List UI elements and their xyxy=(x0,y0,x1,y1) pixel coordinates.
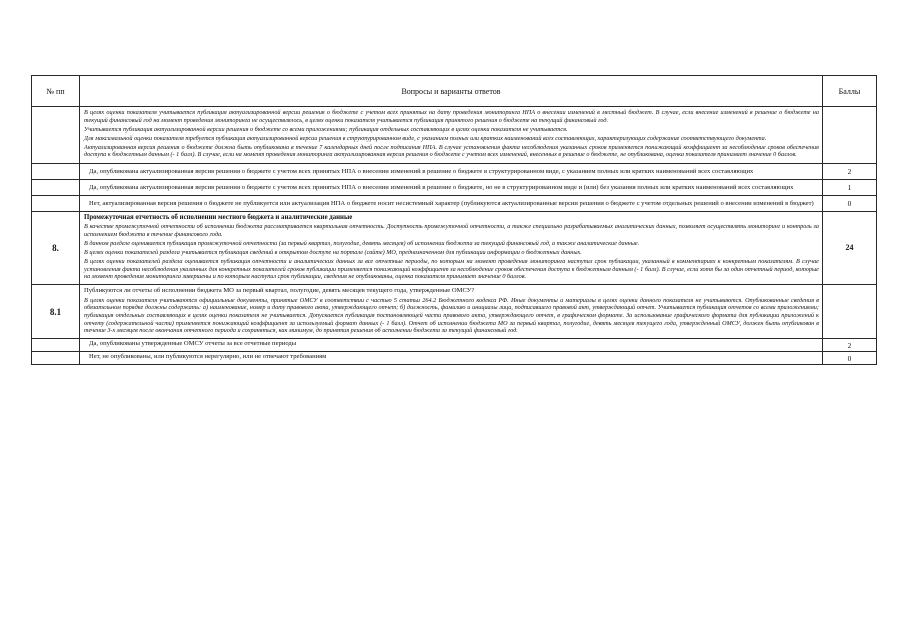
answer-text: Да, опубликованы утвержденные ОМСУ отчеты за все отчетные периоды xyxy=(80,339,823,352)
question-header: Вопросы и варианты ответов xyxy=(80,76,823,107)
answer-row xyxy=(32,179,877,195)
answer-text: Нет, актуализированная версия решения о бюджете не публикуется или актуализация НПА о бюджете носит несистемный характер (публикуются актуализированные версии решения о бюджете с учетом отдельных решений о внесении изменений в бюджет) xyxy=(80,195,823,211)
intro-paragraph: Для максимальной оценки показателя требуется публикация актуализированной версии решения в структурированном виде, с указанием полных или кратких наименований всех составляющих, характеризующих содержание соответствующего документа. xyxy=(84,134,767,142)
num-header: № пп xyxy=(32,76,80,107)
subsection-score-cell xyxy=(822,285,876,339)
section-8-1-row xyxy=(32,285,877,339)
answer-row xyxy=(32,195,877,211)
answer-row xyxy=(32,163,877,179)
intro-paragraph: Актуализированная версия решения о бюджете должна быть опубликована в течение 7 календарных дней после подписания НПА. В случае установления факта несоблюдения указанных сроков применяется понижающий коэффициент за несоблюдение сроков обеспечения доступа к бюджетным данным (- 1 балл). В случае, если на момент проведения мониторинга актуализированная версия решения о бюджете с учетом всех изменений, внесенных в решение о бюджете, не опубликована, оценка показателя принимает значение 0 баллов. xyxy=(84,143,819,159)
section-paragraph: В целях оценки показателей раздела оценивается публикация отчетности и аналитических данных за все отчетные периоды, по которым на момент проведения мониторинга наступил срок публикации, указанный в комментариях к конкретным показателям. В случае установления факта несоблюдения указанных для конкретных показателей сроков публикации применяется понижающий коэффициент за несоблюдение сроков обеспечения доступа к бюджетным данным (- 1 балл). В случае, если хотя бы за один отчетный период, которые на момент проведения мониторинга завершены и по которым наступил срок публикации, сведения не опубликованы, оценка показателя принимает значение 0 баллов. xyxy=(84,257,819,281)
intro-paragraph: В целях оценки показателя учитывается публикация актуализированной версии решения о бюджете с учетом всех принятых на дату проведения мониторинга НПА о внесении изменений в местный бюджет. В случае, если внесение изменений в решение о бюджете на текущий финансовый год на момент проведения мониторинга не осуществлялось, в целях оценки показателя учитывается публикация принятого решения о бюджете на текущий финансовый год. xyxy=(84,109,819,124)
answer-text: Нет, не опубликованы, или публикуются нерегулярно, или не отвечают требованиям xyxy=(80,352,823,365)
section-title: Промежуточная отчетность об исполнении местного бюджета и аналитические данные xyxy=(84,213,353,221)
intro-paragraph: Учитывается публикация актуализированной версии решения о бюджете со всеми приложениями; публикация отдельных составляющих в целях оценки показателя не учитывается. xyxy=(84,125,568,133)
intro-num-cell xyxy=(32,107,80,164)
answer-score: 0 xyxy=(822,195,876,211)
subsection-paragraph: В целях оценки показателя учитываются официальные документы, принятые ОМСУ в соответствии с частью 5 статьи 264.2 Бюджетного кодекса РФ. Иные документы и материалы в целях оценки данного показателя не учитываются. Опубликованные сведения в обязательном порядке должны содержать: а) наименование, номер и дату правового акта, утверждающего отчет; б) должность, фамилию и инициалы лица, подписавшего правовой акт, утверждающий отчет. Учитывается публикация отчетов со всеми приложениями; публикация отдельных составляющих в целях оценки показателя не учитывается. Допускается публикация постановляющей части правового акта, утверждающего отчет, в графическом формате. За использование графического формата для публикации приложений к отчету (содержательной части) применяется понижающий коэффициент за используемый формат данных (- 1 балл). Отчет об исполнении бюджета МО за первый квартал, полугодие, девять месяцев текущего года, утвержденный ОМСУ, должен быть опубликован в течение 3-х месяцев после окончания отчетного периода и сохраняться, как минимум, до принятия решения об исполнении бюджета за текущий финансовый год. xyxy=(84,296,819,335)
criteria-table xyxy=(31,75,877,365)
score-header: Баллы xyxy=(822,76,876,107)
answer-row xyxy=(32,339,877,352)
answer-score: 2 xyxy=(822,163,876,179)
section-paragraph: В качестве промежуточной отчетности об исполнении бюджета рассматривается квартальная отчетность. Доступность промежуточной отчетности, а также специально разрабатываемых аналитических данных, позволяет осуществлять мониторинг и контроль за исполнением бюджета в течение финансового года. xyxy=(84,223,819,238)
answer-text: Да, опубликована актуализированная версия решения о бюджете с учетом всех принятых НПА о внесении изменений в решение о бюджете, но не в структурированном виде и (или) без указания полных или кратких наименований всех составляющих xyxy=(80,179,823,195)
answer-row xyxy=(32,352,877,365)
section-paragraph: В целях оценки показателей раздела учитывается публикация сведений в открытом доступе на портале (сайте) МО, предназначенном для публикации информации о бюджетных данных. xyxy=(84,248,582,256)
section-score: 24 xyxy=(822,211,876,285)
intro-score-cell xyxy=(822,107,876,164)
intro-row xyxy=(32,107,877,164)
section-8-1-text-cell xyxy=(80,285,823,339)
answer-score: 1 xyxy=(822,179,876,195)
section-number: 8. xyxy=(32,211,80,285)
answer-score: 0 xyxy=(822,352,876,365)
intro-text-cell xyxy=(80,107,823,164)
subsection-question: Публикуются ли отчеты об исполнении бюджета МО за первый квартал, полугодие, девять месяцев текущего года, утвержденные ОМСУ? xyxy=(84,287,475,295)
answer-score: 2 xyxy=(822,339,876,352)
table-header-row xyxy=(32,76,877,107)
subsection-number: 8.1 xyxy=(32,285,80,339)
section-8-text-cell xyxy=(80,211,823,285)
section-paragraph: В данном разделе оценивается публикация промежуточной отчетности (за первый квартал, полугодие, девять месяцев) об исполнении бюджета за текущий финансовый год, а также аналитические данные. xyxy=(84,239,640,247)
answer-text: Да, опубликована актуализированная версия решения о бюджете с учетом всех принятых НПА о внесении изменений в решение о бюджете в структурированном виде, с указанием полных или кратких наименований всех составляющих xyxy=(80,163,823,179)
section-8-row xyxy=(32,211,877,285)
